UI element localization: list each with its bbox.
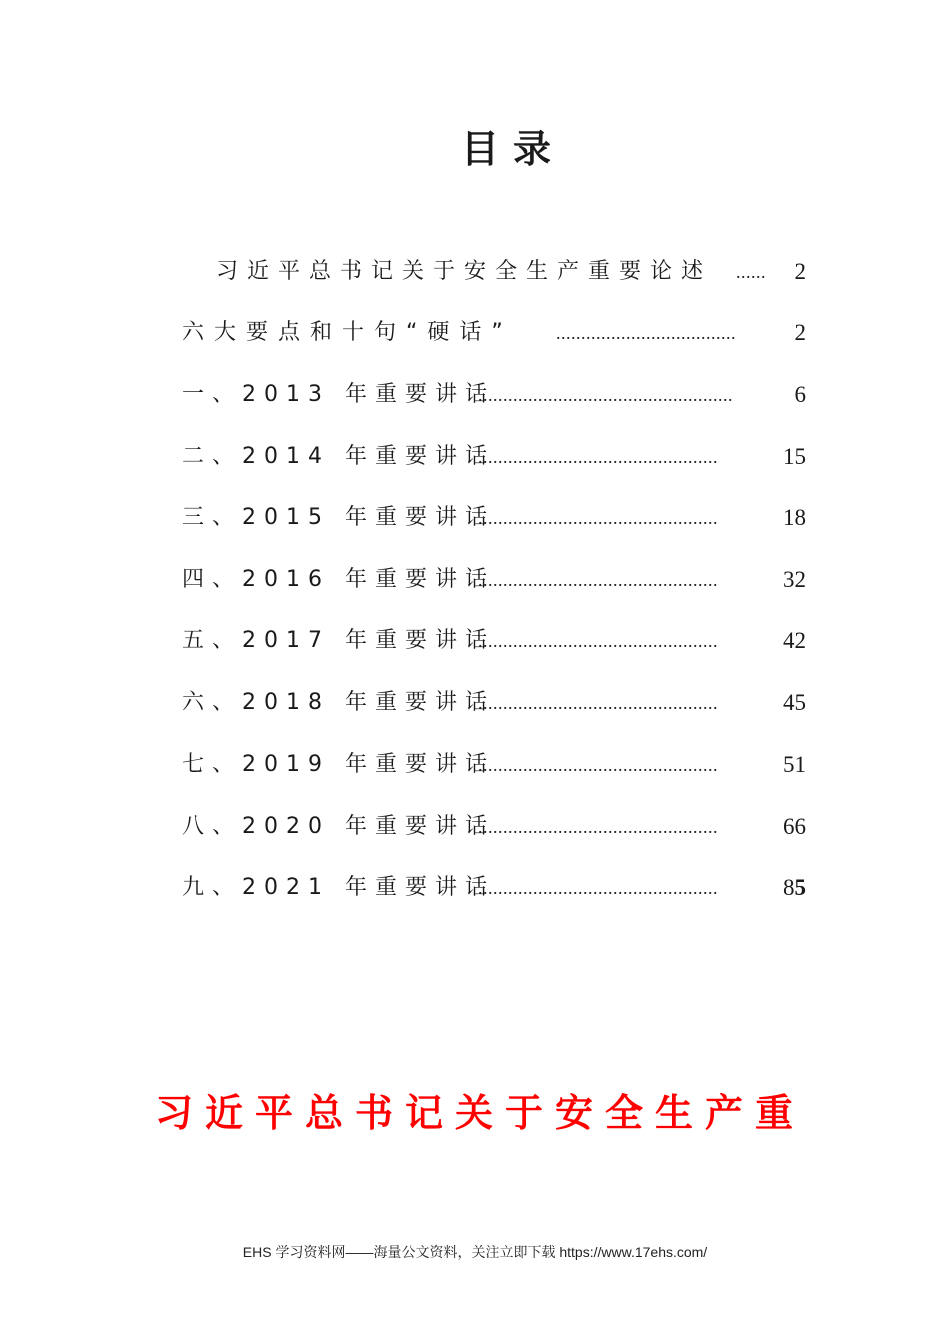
toc-page-number xyxy=(783,870,806,906)
footer-text: EHS 学习资料网——海量公文资料，关注立即下载 https://www.17ehs.com/ xyxy=(242,1244,708,1260)
toc-page-number: 2 xyxy=(794,320,806,345)
toc-entry[interactable] xyxy=(182,377,810,413)
toc-leader-dots: ................................................ xyxy=(478,755,718,775)
toc-leader-dots: ................................................ xyxy=(478,693,718,713)
toc-entry-label: 三、2015 年重要讲话 xyxy=(182,505,495,530)
toc-entry-label: 六、2018 年重要讲话 xyxy=(182,690,495,715)
toc-leader-dots: ................................................... xyxy=(478,385,733,405)
toc-entry[interactable] xyxy=(182,809,810,845)
toc-entry[interactable] xyxy=(182,500,810,536)
toc-entry-label: 二、2014 年重要讲话 xyxy=(182,444,495,469)
section-heading: 习近平总书记关于安全生产重 xyxy=(154,1091,805,1135)
toc-page-number: 51 xyxy=(783,752,806,777)
toc-leader-dots: ................................................ xyxy=(478,508,718,528)
toc-entry-label: 四、2016 年重要讲话 xyxy=(182,567,495,592)
toc-page-digit-bold: 5 xyxy=(794,875,806,900)
toc-entry[interactable] xyxy=(182,562,810,598)
toc-entry[interactable] xyxy=(182,747,810,783)
toc-entry-label: 九、2021 年重要讲话 xyxy=(182,875,495,900)
toc-entry-label: 八、2020 年重要讲话 xyxy=(182,814,495,839)
toc-page-number: 6 xyxy=(794,382,806,407)
toc-leader-dots: ................................................ xyxy=(478,631,718,651)
toc-entry-label: 七、2019 年重要讲话 xyxy=(182,752,495,777)
toc-entry-label: 五、2017 年重要讲话 xyxy=(182,628,495,653)
toc-leader-dots: ................................................ xyxy=(478,447,718,467)
toc-page-number: 18 xyxy=(783,505,806,530)
toc-leader-dots: ................................................ xyxy=(478,878,718,898)
toc-page-number: 2 xyxy=(794,259,806,284)
toc-entry[interactable] xyxy=(182,623,810,659)
toc-entry[interactable] xyxy=(182,685,810,721)
toc-page-digit: 8 xyxy=(783,875,795,900)
toc-entry[interactable] xyxy=(182,870,810,906)
toc-leader-dots: ...... xyxy=(736,262,766,282)
toc-entry[interactable] xyxy=(182,315,810,351)
page-title: 目录 xyxy=(460,127,565,171)
toc-page-number: 15 xyxy=(783,444,806,469)
toc-entry-label: 习近平总书记关于安全生产重要论述 xyxy=(216,259,713,284)
toc-entry-label: 六大要点和十句“硬话” xyxy=(182,320,513,345)
toc-page-number: 42 xyxy=(783,628,806,653)
toc-leader-dots: .................................... xyxy=(556,323,736,343)
toc-leader-dots: ................................................ xyxy=(478,570,718,590)
toc-entry[interactable] xyxy=(182,254,810,290)
toc-page-number: 45 xyxy=(783,690,806,715)
toc-leader-dots: ................................................ xyxy=(478,817,718,837)
toc-entry-label: 一、2013 年重要讲话 xyxy=(182,382,495,407)
toc-page-number: 66 xyxy=(783,814,806,839)
toc-entry[interactable] xyxy=(182,439,810,475)
toc-page-number: 32 xyxy=(783,567,806,592)
